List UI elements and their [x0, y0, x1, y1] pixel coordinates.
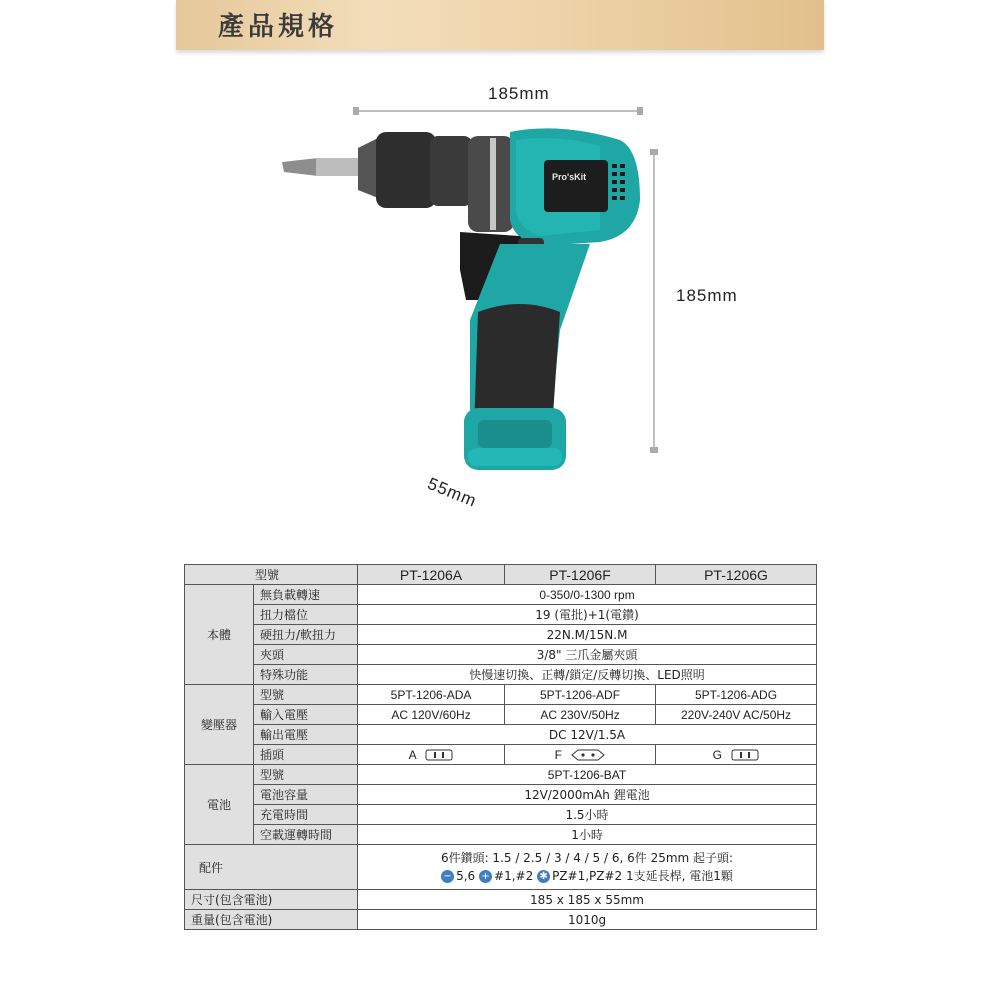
accessories-line-2: [358, 867, 816, 885]
table-row: [185, 845, 817, 890]
table-row: [185, 890, 817, 910]
bit: [282, 158, 318, 176]
accessories-value: [358, 845, 817, 890]
slotted-sizes: 5,6: [456, 869, 476, 883]
row-label: 扭力檔位: [254, 605, 358, 625]
phillips-sizes: #1,#2: [494, 869, 534, 883]
table-row: [185, 765, 817, 785]
table-row: [185, 685, 817, 705]
plug-a-cell: [358, 745, 505, 765]
input-voltage-g: 220V-240V AC/50Hz: [656, 705, 817, 725]
table-row: [185, 625, 817, 645]
size-value: 185 x 185 x 55mm: [358, 890, 817, 910]
plug-g-icon: [731, 749, 759, 761]
dimension-depth: 55mm: [424, 474, 480, 511]
dimension-height: 185mm: [676, 286, 738, 305]
chuck: [376, 132, 436, 208]
table-row: [185, 785, 817, 805]
row-label: 硬扭力/軟扭力: [254, 625, 358, 645]
row-value: 1.5小時: [358, 805, 817, 825]
row-label: 電池容量: [254, 785, 358, 805]
table-row: [185, 745, 817, 765]
row-label: 型號: [254, 765, 358, 785]
adapter-model-g: 5PT-1206-ADG: [656, 685, 817, 705]
model-g: PT-1206G: [656, 565, 817, 585]
plug-g-cell: [656, 745, 817, 765]
weight-label: 重量(包含電池): [185, 910, 358, 930]
row-label: 充電時間: [254, 805, 358, 825]
table-row: [185, 910, 817, 930]
table-header-row: [185, 565, 817, 585]
adapter-model-f: 5PT-1206-ADF: [505, 685, 656, 705]
output-voltage: DC 12V/1.5A: [358, 725, 817, 745]
row-value: 3/8" 三爪金屬夾頭: [358, 645, 817, 665]
row-label: 夾頭: [254, 645, 358, 665]
accessories-line-1: 6件鑽頭: 1.5 / 2.5 / 3 / 4 / 5 / 6, 6件 25mm 起子頭:: [440, 851, 734, 865]
row-value: 快慢速切換、正轉/鎖定/反轉切換、LED照明: [358, 665, 817, 685]
row-value: 12V/2000mAh 鋰電池: [358, 785, 817, 805]
input-voltage-a: AC 120V/60Hz: [358, 705, 505, 725]
row-value: 22N.M/15N.M: [358, 625, 817, 645]
table-row: [185, 645, 817, 665]
table-row: [185, 605, 817, 625]
row-label: 型號: [254, 685, 358, 705]
row-value: 5PT-1206-BAT: [358, 765, 817, 785]
row-label: 空載運轉時間: [254, 825, 358, 845]
page-title: 產品規格: [218, 12, 339, 42]
adapter-model-a: 5PT-1206-ADA: [358, 685, 505, 705]
row-label: 輸入電壓: [254, 705, 358, 725]
section-battery: 電池: [185, 765, 254, 845]
section-body: 本體: [185, 585, 254, 685]
row-label: 無負載轉速: [254, 585, 358, 605]
size-label: 尺寸(包含電池): [185, 890, 358, 910]
input-voltage-f: AC 230V/50Hz: [505, 705, 656, 725]
table-row: [185, 825, 817, 845]
plug-g-label: G: [712, 747, 723, 762]
model-header-label: 型號: [185, 565, 358, 585]
row-label: 輸出電壓: [254, 725, 358, 745]
row-value: 0-350/0-1300 rpm: [358, 585, 817, 605]
pozidriv-sizes: PZ#1,PZ#2: [552, 869, 623, 883]
plug-f-icon: [571, 749, 605, 761]
label-plate: [544, 160, 608, 212]
model-a: PT-1206A: [358, 565, 505, 585]
plug-f-cell: [505, 745, 656, 765]
slotted-icon: −: [441, 870, 454, 883]
model-f: PT-1206F: [505, 565, 656, 585]
table-row: [185, 665, 817, 685]
row-value: 1小時: [358, 825, 817, 845]
weight-value: 1010g: [358, 910, 817, 930]
plug-a-icon: [425, 749, 453, 761]
row-label: 特殊功能: [254, 665, 358, 685]
plug-f-label: F: [554, 747, 563, 762]
accessories-rest: 1支延長桿, 電池1顆: [626, 869, 733, 883]
accessories-label: 配件: [185, 845, 358, 890]
table-row: [185, 725, 817, 745]
phillips-icon: +: [479, 870, 492, 883]
dimension-width: 185mm: [488, 84, 550, 103]
table-row: [185, 805, 817, 825]
pozidriv-icon: ✱: [537, 870, 550, 883]
row-value: 19 (電批)+1(電鑽): [358, 605, 817, 625]
spec-table: [184, 564, 817, 930]
brand-text: Pro'sKit: [552, 172, 587, 182]
row-label: 插頭: [254, 745, 358, 765]
section-adapter: 變壓器: [185, 685, 254, 765]
table-row: [185, 705, 817, 725]
plug-a-label: A: [408, 747, 417, 762]
table-row: [185, 585, 817, 605]
